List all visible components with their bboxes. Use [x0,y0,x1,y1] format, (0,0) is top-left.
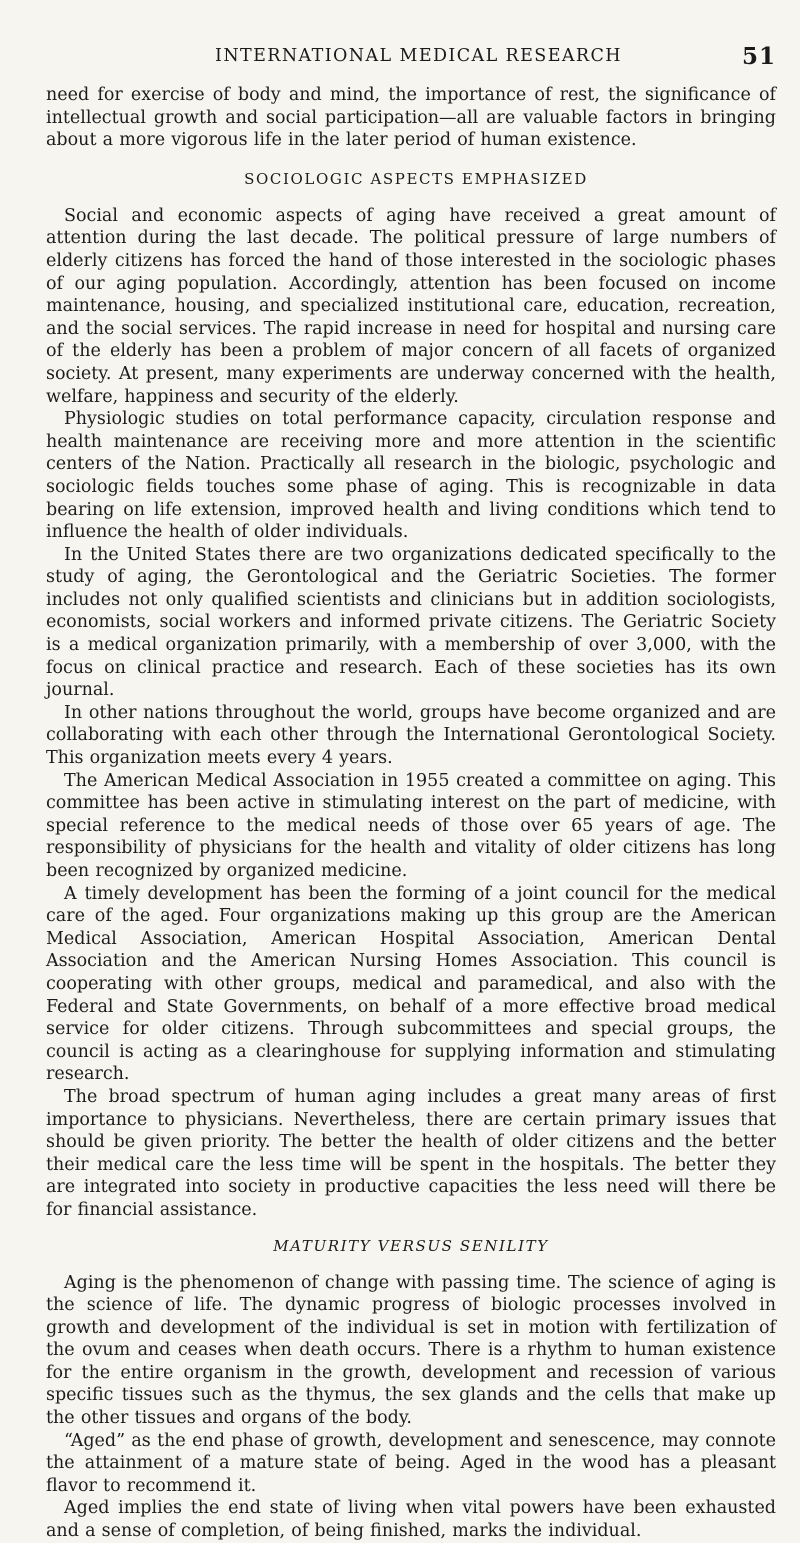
paragraph: Aged implies the end state of living when vital powers have been exhausted and a sense of completion, of being finished, marks the individual. [46,1498,776,1542]
paragraph: “Aged” as the end phase of growth, development and senescence, may connote the attainment of a mature state of being. Aged in the wood has a pleasant flavor to recommend it. [46,1430,776,1496]
paragraph: The American Medical Association in 1955 created a committee on aging. This committee has been active in stimulating interest on the part of medicine, with special reference to the medical needs of those over 65 years of age. The responsibility of physicians for the health and vitality of older citizens has long been recognized by organized medicine. [46,770,776,881]
running-header [0,43,800,76]
paragraph: In other nations throughout the world, groups have become organized and are collaborating with each other through the International Gerontological Society. This organization meets every 4 years. [46,702,776,769]
paragraph: Social and economic aspects of aging have received a great amount of attention during the last decade. The political pressure of large numbers of elderly citizens has forced the hand of those interested in the sociologic phases of our aging population. Accordingly, attention has been focused on income maintenance, housing, and specialized institutional care, education, recreation, and the social services. The rapid increase in need for hospital and nursing care of the elderly has been a problem of major concern of all facets of organized society. At present, many experiments are underway concerned with the health, welfare, happiness and security of the elderly. [46,205,776,407]
continuation-paragraph: need for exercise of body and mind, the importance of rest, the significance of intellectual growth and social participation—all are valuable factors in bringing about a more vigorous life in the later period of human existence. [46,85,776,151]
paragraph: The broad spectrum of human aging includes a great many areas of first importance to physicians. Nevertheless, there are certain primary issues that should be given priority. The better the health of older citizens and the better their medical care the less time will be spent in the hospitals. The better they are integrated into society in productive capacities the less need will there be for financial assistance. [46,1086,776,1220]
paragraph: In the United States there are two organizations dedicated specifically to the study of aging, the Gerontological and the Geriatric Societies. The former includes not only qualified scientists and clinicians but in addition sociologists, economists, social workers and informed private citizens. The Geriatric Society is a medical organization primarily, with a membership of over 3,000, with the focus on clinical practice and research. Each of these societies has its own journal. [46,544,776,701]
body-text [46,84,776,1543]
section-heading-maturity: MATURITY VERSUS SENILITY [273,1236,549,1255]
section-heading-sociologic: SOCIOLOGIC ASPECTS EMPHASIZED [244,169,588,188]
paragraph: Physiologic studies on total performance capacity, circulation response and health maintenance are receiving more and more attention in the scientific centers of the Nation. Practically all research in the biologic, psychologic and sociologic fields touches some phase of aging. This is recognizable in data bearing on life extension, improved health and living conditions which tend to influence the health of older individuals. [46,409,776,543]
running-title: INTERNATIONAL MEDICAL RESEARCH [215,46,622,66]
page-number: 51 [742,43,777,70]
paragraph: A timely development has been the forming of a joint council for the medical care of the aged. Four organizations making up this group are the American Medical Association, American Hospital Association, American Dental Association and the American Nursing Homes Association. This council is cooperating with other groups, medical and paramedical, and also with the Federal and State Governments, on behalf of a more effective broad medical service for older citizens. Through subcommittees and special groups, the council is acting as a clearinghouse for supplying information and stimulating research. [46,883,776,1085]
paragraph: Aging is the phenomenon of change with passing time. The science of aging is the science of life. The dynamic progress of biologic processes involved in growth and development of the individual is set in motion with fertilization of the ovum and ceases when death occurs. There is a rhythm to human existence for the entire organism in the growth, development and recession of various specific tissues such as the thymus, the sex glands and the cells that make up the other tissues and organs of the body. [46,1272,776,1429]
